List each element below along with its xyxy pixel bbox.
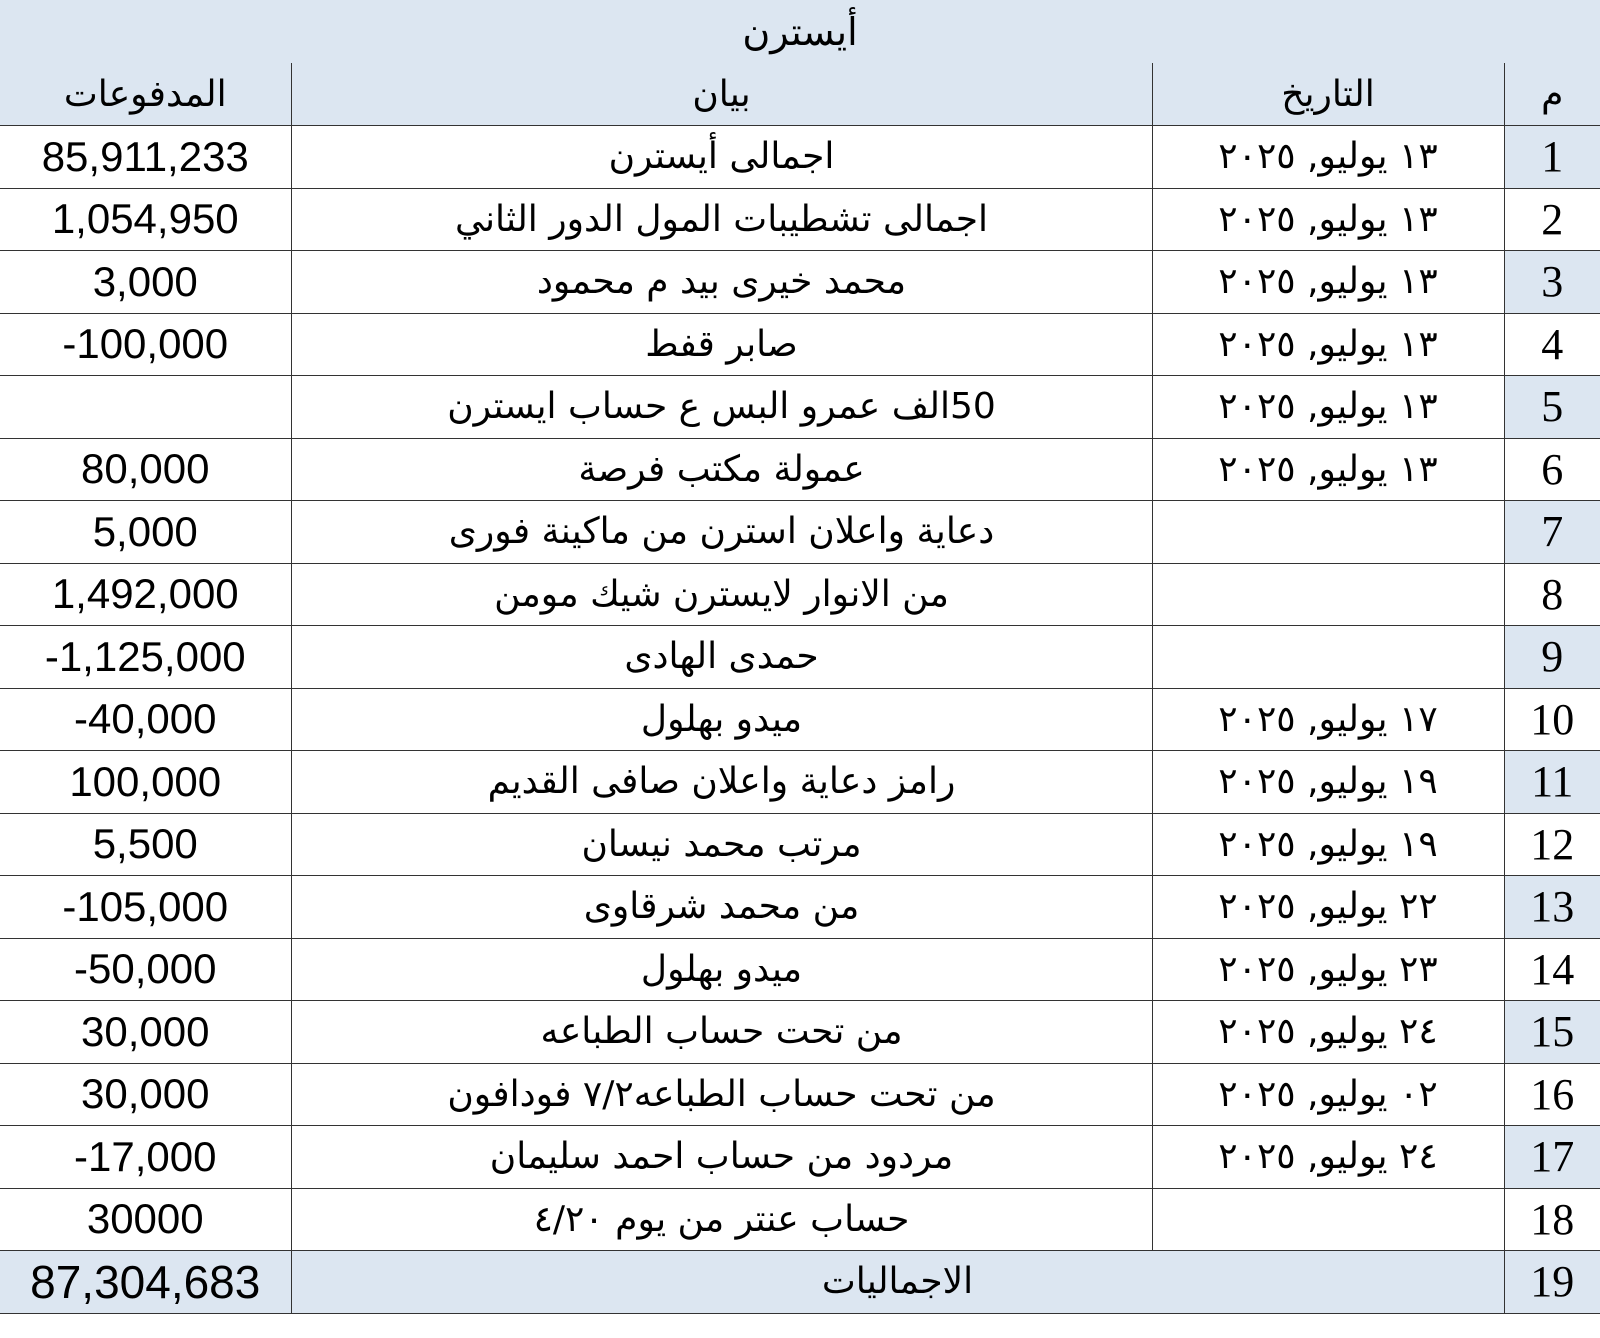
- table-row: [0, 626, 1600, 689]
- date-cell[interactable]: ١٣ يوليو, ٢٠٢٥: [1152, 313, 1504, 376]
- table-row: [0, 501, 1600, 564]
- table-row: [0, 1063, 1600, 1126]
- date-cell[interactable]: ١٣ يوليو, ٢٠٢٥: [1152, 251, 1504, 314]
- row-number-cell[interactable]: 2: [1504, 188, 1600, 251]
- row-number-cell[interactable]: 5: [1504, 376, 1600, 439]
- description-cell[interactable]: ميدو بهلول: [291, 688, 1152, 751]
- row-number-cell[interactable]: 17: [1504, 1126, 1600, 1189]
- description-cell[interactable]: من محمد شرقاوى: [291, 876, 1152, 939]
- table-row: [0, 688, 1600, 751]
- payment-cell[interactable]: 3,000: [0, 251, 291, 314]
- table-row: [0, 751, 1600, 814]
- payment-cell[interactable]: [0, 376, 291, 439]
- payment-cell[interactable]: 30,000: [0, 1063, 291, 1126]
- row-number-cell[interactable]: 7: [1504, 501, 1600, 564]
- description-cell[interactable]: حمدى الهادى: [291, 626, 1152, 689]
- row-number-cell[interactable]: 11: [1504, 751, 1600, 814]
- row-number-cell[interactable]: 14: [1504, 938, 1600, 1001]
- header-payments: المدفوعات: [0, 63, 291, 126]
- payment-cell[interactable]: -1,125,000: [0, 626, 291, 689]
- payment-cell[interactable]: 100,000: [0, 751, 291, 814]
- table-row: [0, 313, 1600, 376]
- payment-cell[interactable]: -17,000: [0, 1126, 291, 1189]
- table-body: [0, 126, 1600, 1314]
- payment-cell[interactable]: 5,000: [0, 501, 291, 564]
- payments-table: [0, 63, 1600, 1314]
- table-row: [0, 876, 1600, 939]
- date-cell[interactable]: ١٧ يوليو, ٢٠٢٥: [1152, 688, 1504, 751]
- payment-cell[interactable]: 1,054,950: [0, 188, 291, 251]
- row-number-cell[interactable]: 19: [1504, 1251, 1600, 1314]
- date-cell[interactable]: ١٣ يوليو, ٢٠٢٥: [1152, 126, 1504, 189]
- total-label-cell[interactable]: الاجماليات: [291, 1251, 1504, 1314]
- payment-cell[interactable]: 80,000: [0, 438, 291, 501]
- row-number-cell[interactable]: 16: [1504, 1063, 1600, 1126]
- table-row: [0, 1126, 1600, 1189]
- date-cell[interactable]: ١٣ يوليو, ٢٠٢٥: [1152, 188, 1504, 251]
- payment-cell[interactable]: -100,000: [0, 313, 291, 376]
- table-row: [0, 251, 1600, 314]
- payment-cell[interactable]: 5,500: [0, 813, 291, 876]
- table-row: [0, 563, 1600, 626]
- description-cell[interactable]: رامز دعاية واعلان صافى القديم: [291, 751, 1152, 814]
- row-number-cell[interactable]: 10: [1504, 688, 1600, 751]
- date-cell[interactable]: ١٣ يوليو, ٢٠٢٥: [1152, 376, 1504, 439]
- table-row: [0, 1188, 1600, 1251]
- payment-cell[interactable]: 30000: [0, 1188, 291, 1251]
- date-cell[interactable]: ٢٤ يوليو, ٢٠٢٥: [1152, 1001, 1504, 1064]
- description-cell[interactable]: 50الف عمرو البس ع حساب ايسترن: [291, 376, 1152, 439]
- sheet-title: أيسترن: [0, 0, 1600, 64]
- table-row: [0, 938, 1600, 1001]
- description-cell[interactable]: محمد خيرى بيد م محمود: [291, 251, 1152, 314]
- description-cell[interactable]: من الانوار لايسترن شيك مومن: [291, 563, 1152, 626]
- description-cell[interactable]: حساب عنتر من يوم ٤/٢٠: [291, 1188, 1152, 1251]
- description-cell[interactable]: دعاية واعلان استرن من ماكينة فورى: [291, 501, 1152, 564]
- description-cell[interactable]: ميدو بهلول: [291, 938, 1152, 1001]
- date-cell[interactable]: ٢٤ يوليو, ٢٠٢٥: [1152, 1126, 1504, 1189]
- description-cell[interactable]: عمولة مكتب فرصة: [291, 438, 1152, 501]
- date-cell[interactable]: ١٣ يوليو, ٢٠٢٥: [1152, 438, 1504, 501]
- payment-cell[interactable]: -40,000: [0, 688, 291, 751]
- row-number-cell[interactable]: 15: [1504, 1001, 1600, 1064]
- header-description: بيان: [291, 63, 1152, 126]
- table-row: [0, 813, 1600, 876]
- description-cell[interactable]: صابر قفط: [291, 313, 1152, 376]
- description-cell[interactable]: اجمالى أيسترن: [291, 126, 1152, 189]
- payment-cell[interactable]: 30,000: [0, 1001, 291, 1064]
- table-row: [0, 376, 1600, 439]
- description-cell[interactable]: اجمالى تشطيبات المول الدور الثاني: [291, 188, 1152, 251]
- row-number-cell[interactable]: 9: [1504, 626, 1600, 689]
- row-number-cell[interactable]: 12: [1504, 813, 1600, 876]
- total-payment-cell[interactable]: 87,304,683: [0, 1251, 291, 1314]
- description-cell[interactable]: مرتب محمد نيسان: [291, 813, 1152, 876]
- payment-cell[interactable]: -105,000: [0, 876, 291, 939]
- row-number-cell[interactable]: 18: [1504, 1188, 1600, 1251]
- payment-cell[interactable]: -50,000: [0, 938, 291, 1001]
- table-row: [0, 438, 1600, 501]
- row-number-cell[interactable]: 3: [1504, 251, 1600, 314]
- payment-cell[interactable]: 1,492,000: [0, 563, 291, 626]
- date-cell[interactable]: [1152, 501, 1504, 564]
- row-number-cell[interactable]: 6: [1504, 438, 1600, 501]
- header-number: م: [1504, 63, 1600, 126]
- header-row: [0, 63, 1600, 126]
- table-row: [0, 1001, 1600, 1064]
- totals-row: [0, 1251, 1600, 1314]
- row-number-cell[interactable]: 8: [1504, 563, 1600, 626]
- date-cell[interactable]: ٢٢ يوليو, ٢٠٢٥: [1152, 876, 1504, 939]
- date-cell[interactable]: ١٩ يوليو, ٢٠٢٥: [1152, 751, 1504, 814]
- date-cell[interactable]: ١٩ يوليو, ٢٠٢٥: [1152, 813, 1504, 876]
- row-number-cell[interactable]: 13: [1504, 876, 1600, 939]
- row-number-cell[interactable]: 1: [1504, 126, 1600, 189]
- description-cell[interactable]: مردود من حساب احمد سليمان: [291, 1126, 1152, 1189]
- date-cell[interactable]: [1152, 1188, 1504, 1251]
- date-cell[interactable]: [1152, 563, 1504, 626]
- payment-cell[interactable]: 85,911,233: [0, 126, 291, 189]
- description-cell[interactable]: من تحت حساب الطباعه٧/٢ فودافون: [291, 1063, 1152, 1126]
- date-cell[interactable]: ٠٢ يوليو, ٢٠٢٥: [1152, 1063, 1504, 1126]
- table-row: [0, 188, 1600, 251]
- row-number-cell[interactable]: 4: [1504, 313, 1600, 376]
- date-cell[interactable]: [1152, 626, 1504, 689]
- table-row: [0, 126, 1600, 189]
- header-date: التاريخ: [1152, 63, 1504, 126]
- description-cell[interactable]: من تحت حساب الطباعه: [291, 1001, 1152, 1064]
- date-cell[interactable]: ٢٣ يوليو, ٢٠٢٥: [1152, 938, 1504, 1001]
